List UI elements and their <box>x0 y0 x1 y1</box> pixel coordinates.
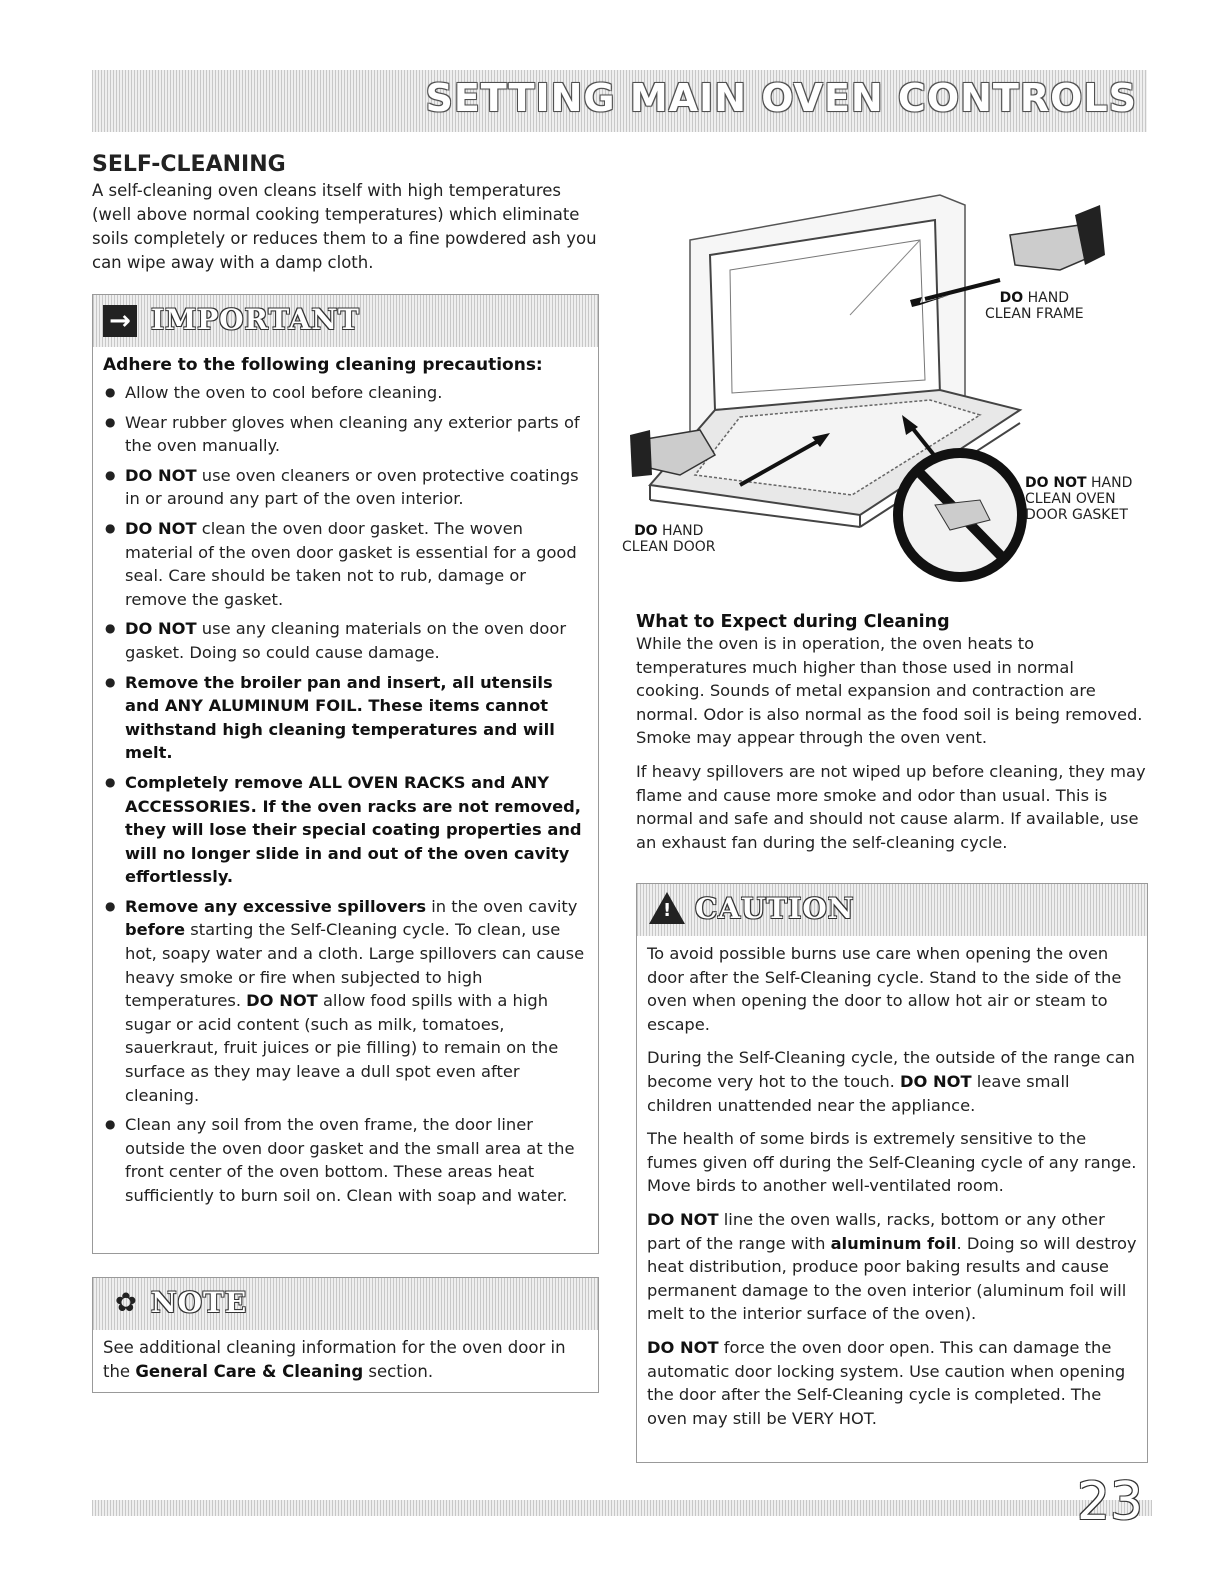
caution-paragraph: DO NOT force the oven door open. This can damage the automatic door locking system. Use caution when opening the door after the Self-Cleaning cycle is completed. The oven may still be VERY HOT. <box>647 1337 1126 1428</box>
expect-paragraph-1: While the oven is in operation, the oven heats to temperatures much higher than those used in normal cooking. Sounds of metal expansion and contraction are normal. Odor is also normal as the food soil is being removed. Smoke may appear through the oven vent. <box>636 634 1143 748</box>
caution-paragraph: To avoid possible burns use care when opening the oven door after the Self-Cleaning cycle. Stand to the side of the oven when opening the door to allow hot air or steam to escape. <box>647 944 1122 1034</box>
general-care-link: General Care & Cleaning <box>135 1362 364 1381</box>
footer-bar <box>92 1500 1152 1516</box>
arrow-right-icon: → <box>103 305 137 337</box>
left-column <box>92 152 597 275</box>
header-bar <box>92 70 1147 132</box>
page-number: 23 <box>1076 1472 1143 1532</box>
important-header <box>93 295 598 347</box>
gasket-label: DO NOT HAND CLEAN OVEN DOOR GASKET <box>1025 475 1133 523</box>
important-label: IMPORTANT <box>151 303 360 336</box>
important-body <box>93 347 598 1208</box>
caution-box <box>636 883 1148 1463</box>
list-item: ● Wear rubber gloves when cleaning any exterior parts of the oven manually. <box>103 411 588 458</box>
note-text: See additional cleaning information for the oven door in the General Care & Cleaning section. <box>103 1338 566 1381</box>
list-item: ● Allow the oven to cool before cleaning. <box>103 381 588 405</box>
page-title: SETTING MAIN OVEN CONTROLS <box>425 76 1137 120</box>
list-item: ● Clean any soil from the oven frame, the door liner outside the oven door gasket and the small area at the front center of the oven bottom. These areas heat sufficiently to burn soil on. Clean with soap and water. <box>103 1113 588 1207</box>
precautions-list <box>103 381 588 1208</box>
caution-label: CAUTION <box>695 892 855 925</box>
note-box <box>92 1277 599 1393</box>
right-column <box>636 612 1146 864</box>
list-item: ● DO NOT clean the oven door gasket. The woven material of the oven door gasket is essential for a good seal. Care should be taken not to rub, damage or remove the gasket. <box>103 517 588 611</box>
expect-paragraph-2: If heavy spillovers are not wiped up before cleaning, they may flame and cause more smoke and odor than usual. This is normal and safe and should not cause alarm. If available, use an exhaust fan during the self-cleaning cycle. <box>636 761 1146 852</box>
note-header <box>93 1278 598 1330</box>
section-title: SELF-CLEANING <box>92 152 286 177</box>
caution-paragraph: DO NOT line the oven walls, racks, bottom or any other part of the range with aluminum foil. Doing so will destroy heat distribution, produce poor baking results and cause permanent damage to the oven interior (aluminum foil will melt to the interior surface of the oven). <box>647 1209 1137 1324</box>
precautions-heading: Adhere to the following cleaning precautions: <box>103 355 543 375</box>
pushpin-icon: ✿ <box>115 1288 137 1318</box>
important-box <box>92 294 599 1254</box>
warning-icon: ! <box>649 892 685 924</box>
caution-header <box>637 884 1147 936</box>
list-item: ● DO NOT use oven cleaners or oven protective coatings in or around any part of the oven interior. <box>103 464 588 511</box>
caution-body <box>637 936 1147 1430</box>
caution-paragraph: During the Self-Cleaning cycle, the outside of the range can become very hot to the touch. DO NOT leave small children unattended near the appliance. <box>647 1048 1135 1115</box>
expect-heading: What to Expect during Cleaning <box>636 612 950 632</box>
intro-paragraph: A self-cleaning oven cleans itself with high temperatures (well above normal cooking temperatures) which eliminate soils completely or reduces them to a fine powdered ash you can wipe away with a damp cloth. <box>92 181 597 272</box>
list-item: ● DO NOT use any cleaning materials on the oven door gasket. Doing so could cause damage. <box>103 617 588 664</box>
oven-illustration <box>620 155 1140 595</box>
list-item: ● Remove any excessive spillovers in the oven cavity before starting the Self-Cleaning cycle. To clean, use hot, soapy water and a cloth. Large spillovers can cause heavy smoke or fire when subjected to high temperatures. DO NOT allow food spills with a high sugar or acid content (such as milk, tomatoes, sauerkraut, fruit juices or pie filling) to remain on the surface as they may leave a dull spot even after cleaning. <box>103 895 588 1107</box>
list-item: ● Remove the broiler pan and insert, all utensils and ANY ALUMINUM FOIL. These items cannot withstand high cleaning temperatures and will melt. <box>103 671 588 765</box>
note-label: NOTE <box>151 1286 248 1319</box>
frame-label: DO HAND CLEAN FRAME <box>985 290 1084 322</box>
list-item: ● Completely remove ALL OVEN RACKS and ANY ACCESSORIES. If the oven racks are not removed, they will lose their special coating properties and will no longer slide in and out of the oven cavity effortlessly. <box>103 771 588 889</box>
caution-paragraph: The health of some birds is extremely sensitive to the fumes given off during the Self-Cleaning cycle of any range. Move birds to another well-ventilated room. <box>647 1129 1137 1196</box>
door-label: DO HAND CLEAN DOOR <box>622 523 716 555</box>
